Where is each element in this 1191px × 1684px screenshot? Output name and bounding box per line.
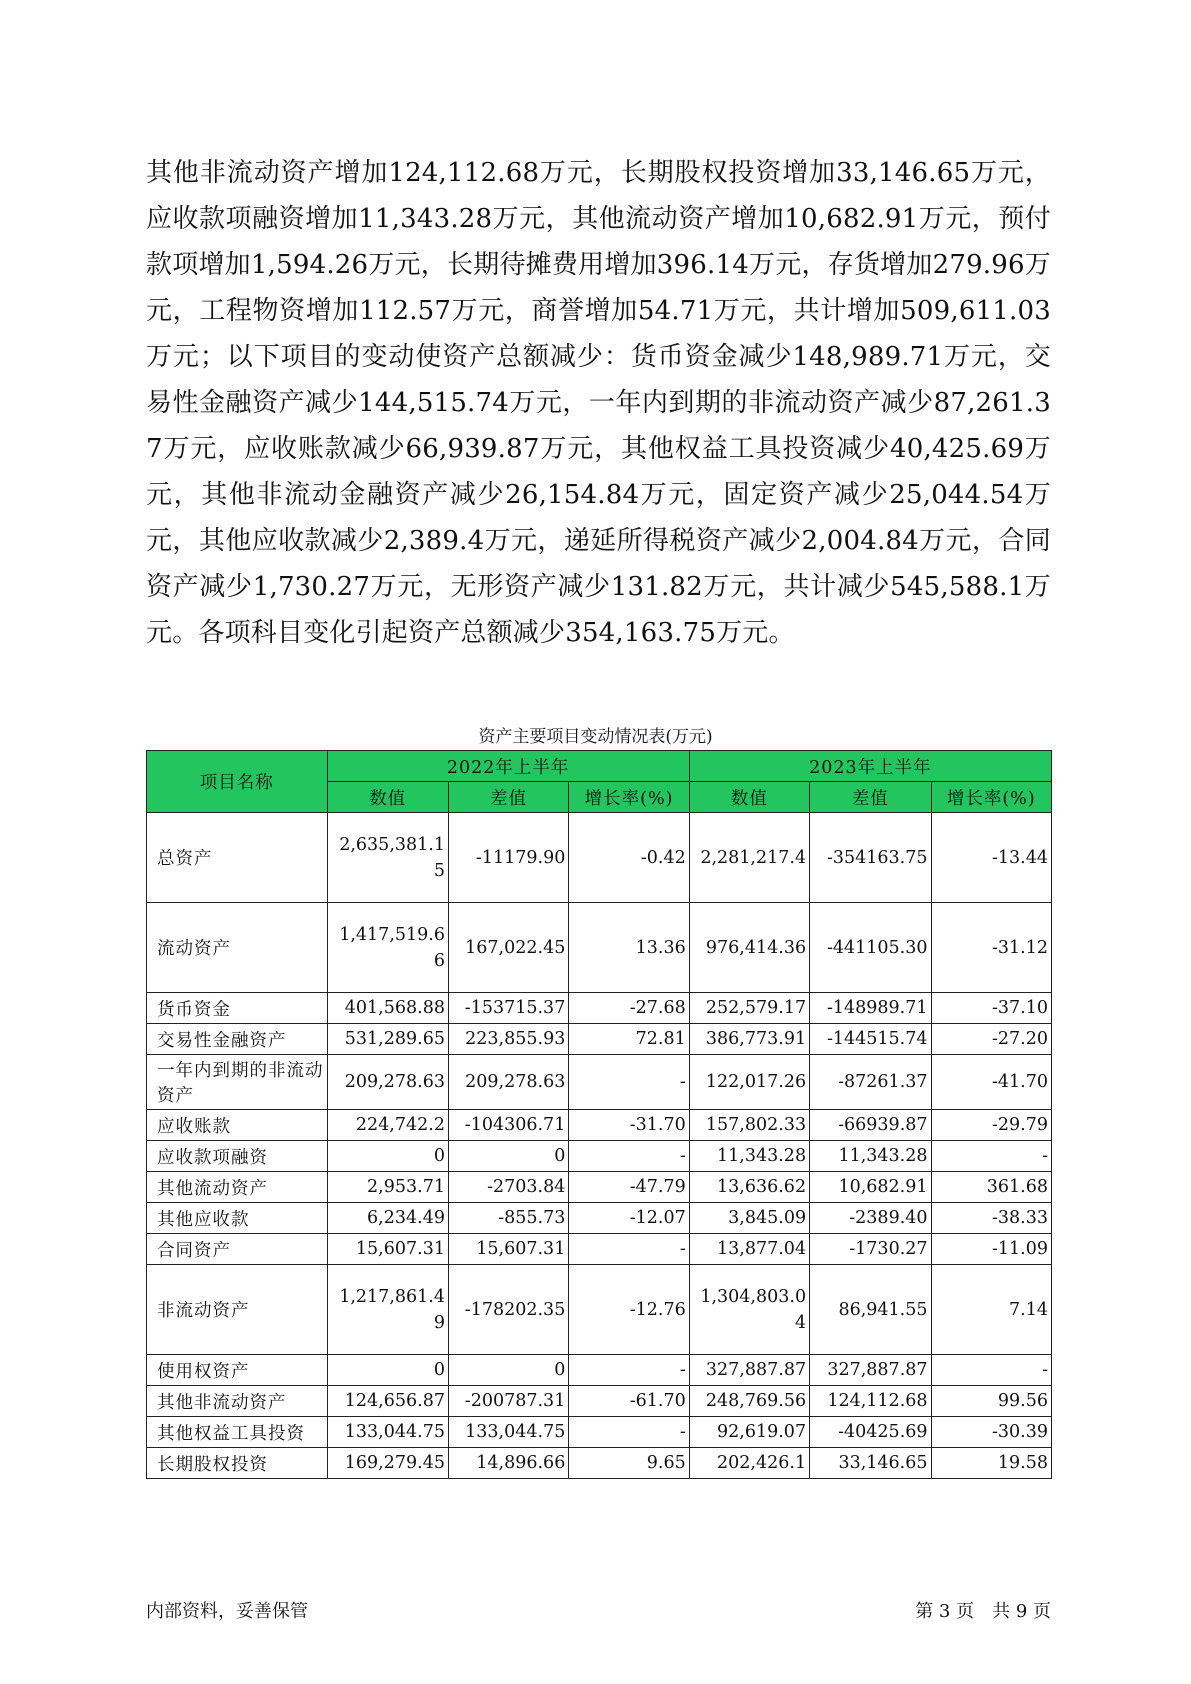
cell-v2: 92,619.07: [689, 1417, 809, 1448]
table-row: [147, 813, 1052, 903]
cell-r1: -47.79: [569, 1172, 689, 1203]
cell-d2: -144515.74: [810, 1024, 931, 1055]
cell-d2: 124,112.68: [810, 1386, 931, 1417]
table-row: [147, 993, 1052, 1024]
cell-d2: -87261.37: [810, 1055, 931, 1110]
cell-d2: -441105.30: [810, 903, 931, 993]
cell-d2: -148989.71: [810, 993, 931, 1024]
cell-d2: 327,887.87: [810, 1355, 931, 1386]
row-label: 合同资产: [147, 1234, 328, 1265]
cell-r2: -37.10: [931, 993, 1051, 1024]
cell-v2: 252,579.17: [689, 993, 809, 1024]
cell-r1: -12.07: [569, 1203, 689, 1234]
cell-r2: -27.20: [931, 1024, 1051, 1055]
cell-r2: 361.68: [931, 1172, 1051, 1203]
cell-d1: -104306.71: [448, 1110, 568, 1141]
cell-d1: -2703.84: [448, 1172, 568, 1203]
header-period-2022: 2022年上半年: [327, 751, 689, 782]
cell-d1: 209,278.63: [448, 1055, 568, 1110]
header-rate-2022: 增长率(%): [569, 782, 689, 813]
cell-d1: -153715.37: [448, 993, 568, 1024]
row-label: 流动资产: [147, 903, 328, 993]
cell-r1: -: [569, 1141, 689, 1172]
cell-v2: 327,887.87: [689, 1355, 809, 1386]
table-row: [147, 1417, 1052, 1448]
cell-v1: 531,289.65: [327, 1024, 448, 1055]
cell-r1: 72.81: [569, 1024, 689, 1055]
header-item-name: 项目名称: [147, 751, 328, 813]
table-row: [147, 1055, 1052, 1110]
cell-v2: 202,426.1: [689, 1448, 809, 1479]
cell-d1: 133,044.75: [448, 1417, 568, 1448]
cell-r1: 13.36: [569, 903, 689, 993]
header-diff-2022: 差值: [448, 782, 568, 813]
cell-v2: 3,845.09: [689, 1203, 809, 1234]
cell-v1: 169,279.45: [327, 1448, 448, 1479]
cell-r1: -27.68: [569, 993, 689, 1024]
cell-v2: 13,877.04: [689, 1234, 809, 1265]
cell-v2: 157,802.33: [689, 1110, 809, 1141]
cell-v2: 976,414.36: [689, 903, 809, 993]
header-period-2023: 2023年上半年: [689, 751, 1051, 782]
row-label: 其他应收款: [147, 1203, 328, 1234]
cell-r1: -12.76: [569, 1265, 689, 1355]
cell-r2: -31.12: [931, 903, 1051, 993]
cell-r2: -41.70: [931, 1055, 1051, 1110]
table-row: [147, 1386, 1052, 1417]
cell-d1: 167,022.45: [448, 903, 568, 993]
cell-d1: -178202.35: [448, 1265, 568, 1355]
table-caption: 资产主要项目变动情况表(万元): [478, 727, 713, 747]
cell-v2: 11,343.28: [689, 1141, 809, 1172]
cell-v1: 224,742.2: [327, 1110, 448, 1141]
cell-r1: -31.70: [569, 1110, 689, 1141]
cell-v1: 0: [327, 1141, 448, 1172]
row-label: 非流动资产: [147, 1265, 328, 1355]
cell-r2: -13.44: [931, 813, 1051, 903]
cell-r1: -: [569, 1417, 689, 1448]
cell-v1: 15,607.31: [327, 1234, 448, 1265]
cell-v2: 122,017.26: [689, 1055, 809, 1110]
cell-v1: 2,953.71: [327, 1172, 448, 1203]
cell-v1: 209,278.63: [327, 1055, 448, 1110]
row-label: 其他流动资产: [147, 1172, 328, 1203]
cell-r2: -: [931, 1141, 1051, 1172]
asset-change-table: [146, 750, 1052, 1479]
cell-d2: -66939.87: [810, 1110, 931, 1141]
header-value-2022: 数值: [327, 782, 448, 813]
cell-d2: -1730.27: [810, 1234, 931, 1265]
row-label: 其他权益工具投资: [147, 1417, 328, 1448]
cell-r2: 99.56: [931, 1386, 1051, 1417]
header-value-2023: 数值: [689, 782, 809, 813]
table-row: [147, 1355, 1052, 1386]
row-label: 应收账款: [147, 1110, 328, 1141]
table-row: [147, 903, 1052, 993]
row-label: 交易性金融资产: [147, 1024, 328, 1055]
cell-r1: -0.42: [569, 813, 689, 903]
cell-r2: 7.14: [931, 1265, 1051, 1355]
row-label: 长期股权投资: [147, 1448, 328, 1479]
cell-v1: 401,568.88: [327, 993, 448, 1024]
table-row: [147, 1234, 1052, 1265]
row-label: 应收款项融资: [147, 1141, 328, 1172]
cell-d1: 0: [448, 1355, 568, 1386]
cell-v2: 2,281,217.4: [689, 813, 809, 903]
cell-v1: 124,656.87: [327, 1386, 448, 1417]
table-row: [147, 1448, 1052, 1479]
table-row: [147, 1203, 1052, 1234]
header-diff-2023: 差值: [810, 782, 931, 813]
cell-v1: 1,217,861.49: [327, 1265, 448, 1355]
row-label: 其他非流动资产: [147, 1386, 328, 1417]
cell-v1: 6,234.49: [327, 1203, 448, 1234]
table-row: [147, 1141, 1052, 1172]
cell-v1: 1,417,519.66: [327, 903, 448, 993]
cell-r1: 9.65: [569, 1448, 689, 1479]
cell-d1: -855.73: [448, 1203, 568, 1234]
cell-d2: -2389.40: [810, 1203, 931, 1234]
table-row: [147, 1024, 1052, 1055]
cell-r2: -30.39: [931, 1417, 1051, 1448]
cell-v2: 13,636.62: [689, 1172, 809, 1203]
row-label: 货币资金: [147, 993, 328, 1024]
cell-d2: 33,146.65: [810, 1448, 931, 1479]
cell-d2: 10,682.91: [810, 1172, 931, 1203]
table-row: [147, 1265, 1052, 1355]
cell-d2: 86,941.55: [810, 1265, 931, 1355]
body-paragraph: 其他非流动资产增加124,112.68万元，长期股权投资增加33,146.65万元，应收款项融资增加11,343.28万元，其他流动资产增加10,682.91万元，预付款项增加1,594.26万元，长期待摊费用增加396.14万元，存货增加279.96万元，工程物资增加112.57万元，商誉增加54.71万元，共计增加509,611.03万元；以下项目的变动使资产总额减少：货币资金减少148,989.71万元，交易性金融资产减少144,515.74万元，一年内到期的非流动资产减少87,261.37万元，应收账款减少66,939.87万元，其他权益工具投资减少40,425.69万元，其他非流动金融资产减少26,154.84万元，固定资产减少25,044.54万元，其他应收款减少2,389.4万元，递延所得税资产减少2,004.84万元，合同资产减少1,730.27万元，无形资产减少131.82万元，共计减少545,588.1万元。各项科目变化引起资产总额减少354,163.75万元。: [146, 158, 1051, 648]
table-row: [147, 1110, 1052, 1141]
cell-d2: -40425.69: [810, 1417, 931, 1448]
cell-d2: 11,343.28: [810, 1141, 931, 1172]
cell-d1: -11179.90: [448, 813, 568, 903]
cell-d1: -200787.31: [448, 1386, 568, 1417]
cell-r1: -: [569, 1234, 689, 1265]
cell-r1: -61.70: [569, 1386, 689, 1417]
header-rate-2023: 增长率(%): [931, 782, 1051, 813]
table-row: [147, 1172, 1052, 1203]
cell-r1: -: [569, 1355, 689, 1386]
cell-d2: -354163.75: [810, 813, 931, 903]
cell-v2: 1,304,803.04: [689, 1265, 809, 1355]
cell-d1: 223,855.93: [448, 1024, 568, 1055]
cell-d1: 15,607.31: [448, 1234, 568, 1265]
cell-v1: 2,635,381.15: [327, 813, 448, 903]
cell-r2: -11.09: [931, 1234, 1051, 1265]
cell-d1: 0: [448, 1141, 568, 1172]
row-label: 一年内到期的非流动资产: [147, 1055, 328, 1110]
cell-v1: 0: [327, 1355, 448, 1386]
row-label: 总资产: [147, 813, 328, 903]
cell-v1: 133,044.75: [327, 1417, 448, 1448]
cell-r1: -: [569, 1055, 689, 1110]
cell-r2: -38.33: [931, 1203, 1051, 1234]
cell-r2: 19.58: [931, 1448, 1051, 1479]
cell-v2: 248,769.56: [689, 1386, 809, 1417]
cell-r2: -29.79: [931, 1110, 1051, 1141]
cell-d1: 14,896.66: [448, 1448, 568, 1479]
row-label: 使用权资产: [147, 1355, 328, 1386]
cell-r2: -: [931, 1355, 1051, 1386]
footer-page-number: 第 3 页 共 9 页: [915, 1601, 1051, 1622]
footer-confidential-note: 内部资料，妥善保管: [146, 1601, 308, 1622]
cell-v2: 386,773.91: [689, 1024, 809, 1055]
